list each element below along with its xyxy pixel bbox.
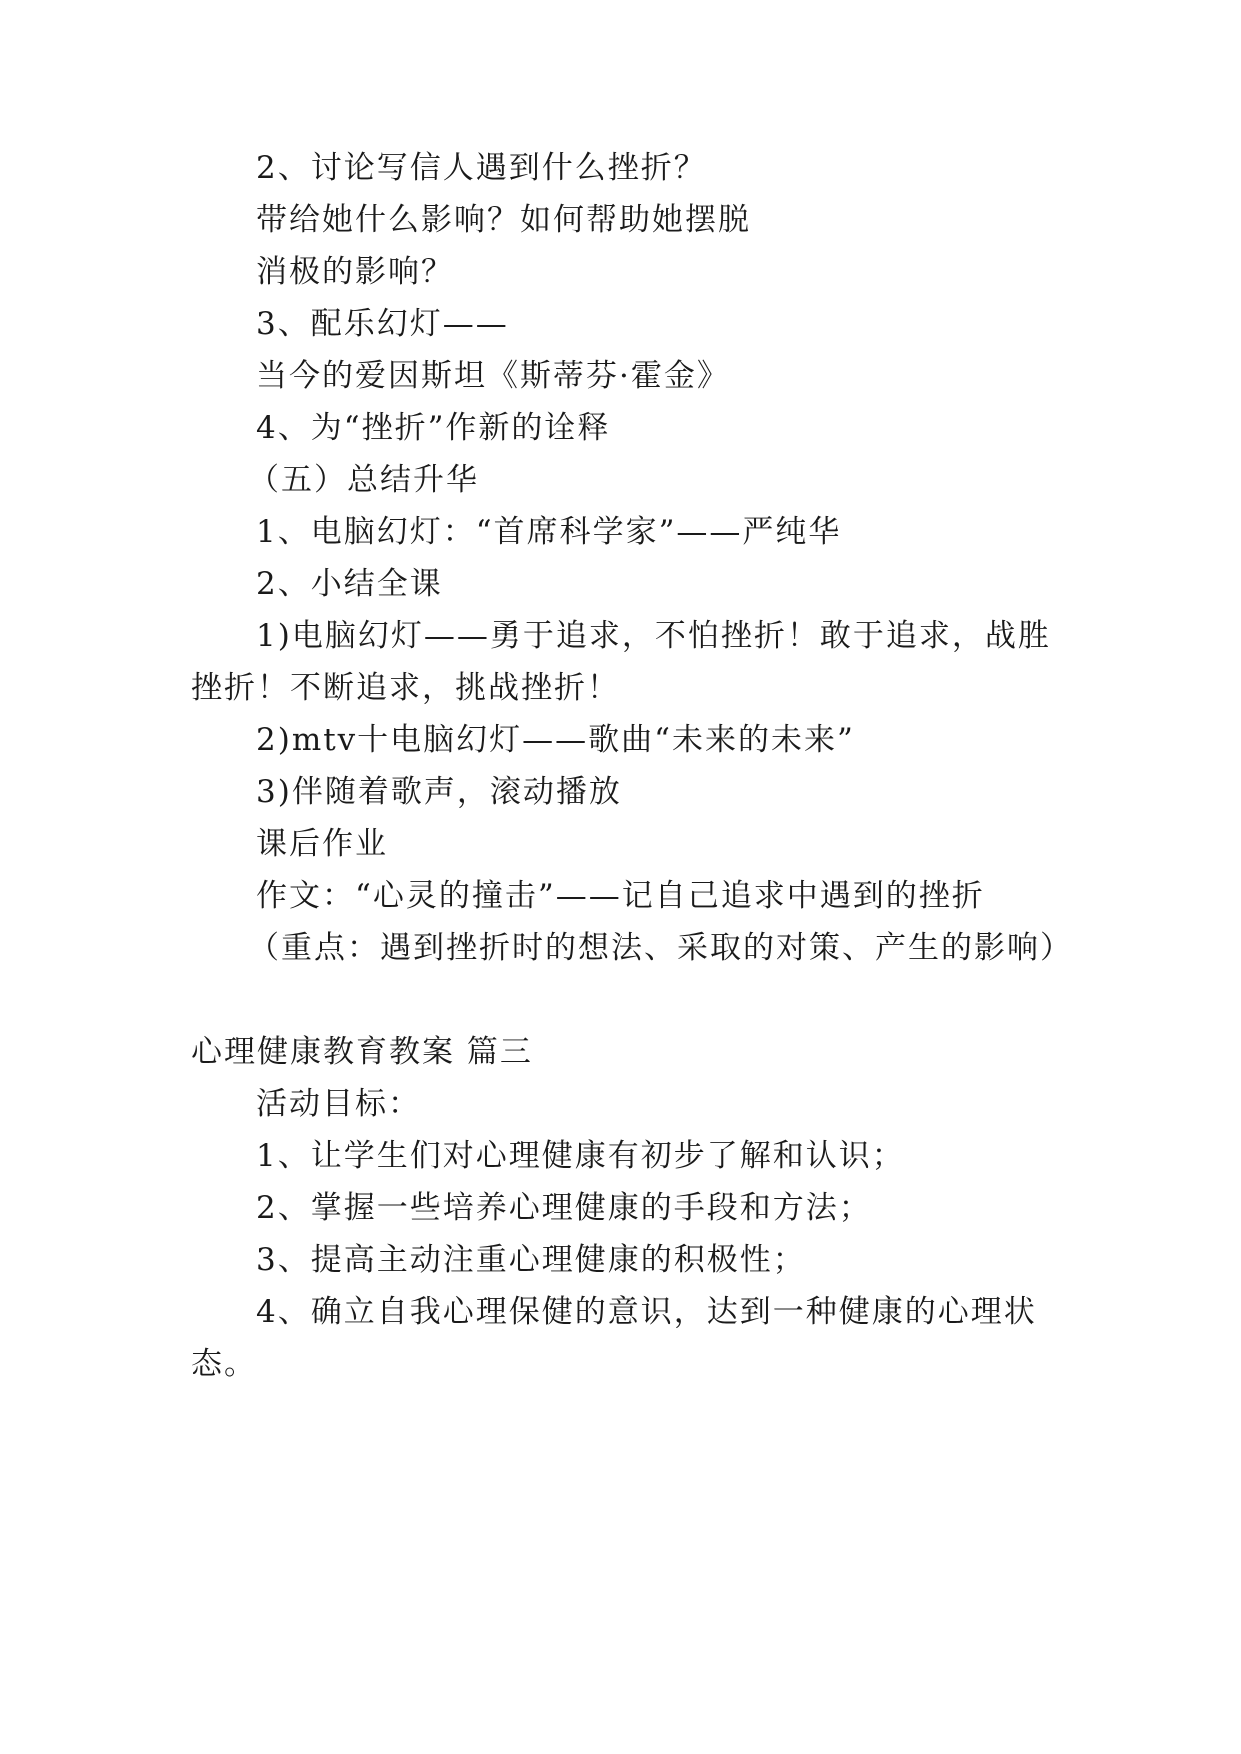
paragraph-line: 1、电脑幻灯：“首席科学家”——严纯华 [256,514,842,550]
paragraph-line: 3、配乐幻灯—— [256,306,509,342]
paragraph-line: 4、为“挫折”作新的诠释 [256,410,611,446]
paragraph-line: 当今的爱因斯坦《斯蒂芬·霍金》 [256,358,730,394]
paragraph-line: 2、小结全课 [256,566,443,602]
paragraph-line: 3)伴随着歌声，滚动播放 [256,774,622,810]
paragraph-line: 2、掌握一些培养心理健康的手段和方法； [256,1190,872,1226]
subsection-heading: （五）总结升华 [248,462,479,498]
paragraph-line: 挫折！不断追求，挑战挫折！ [191,670,620,706]
paragraph-line: 1)电脑幻灯——勇于追求，不怕挫折！敢于追求，战胜 [256,618,1051,654]
paragraph-line: 1、让学生们对心理健康有初步了解和认识； [256,1138,905,1174]
paragraph-line: 课后作业 [256,826,388,862]
section-title: 心理健康教育教案 篇三 [191,1034,533,1070]
paragraph-line: 活动目标： [256,1086,421,1122]
paragraph-line: 4、确立自我心理保健的意识，达到一种健康的心理状 [256,1294,1037,1330]
paragraph-line: 带给她什么影响？如何帮助她摆脱 [256,202,751,238]
paragraph-line: 2、讨论写信人遇到什么挫折？ [256,150,707,186]
paragraph-line: 2)mtv十电脑幻灯——歌曲“未来的未来” [256,722,855,758]
paragraph-line: 消极的影响？ [256,254,454,290]
paragraph-line: 态。 [191,1346,257,1382]
paragraph-line: 作文：“心灵的撞击”——记自己追求中遇到的挫折 [256,878,985,914]
paragraph-line: （重点：遇到挫折时的想法、采取的对策、产生的影响） [248,930,1073,966]
paragraph-line: 3、提高主动注重心理健康的积极性； [256,1242,806,1278]
